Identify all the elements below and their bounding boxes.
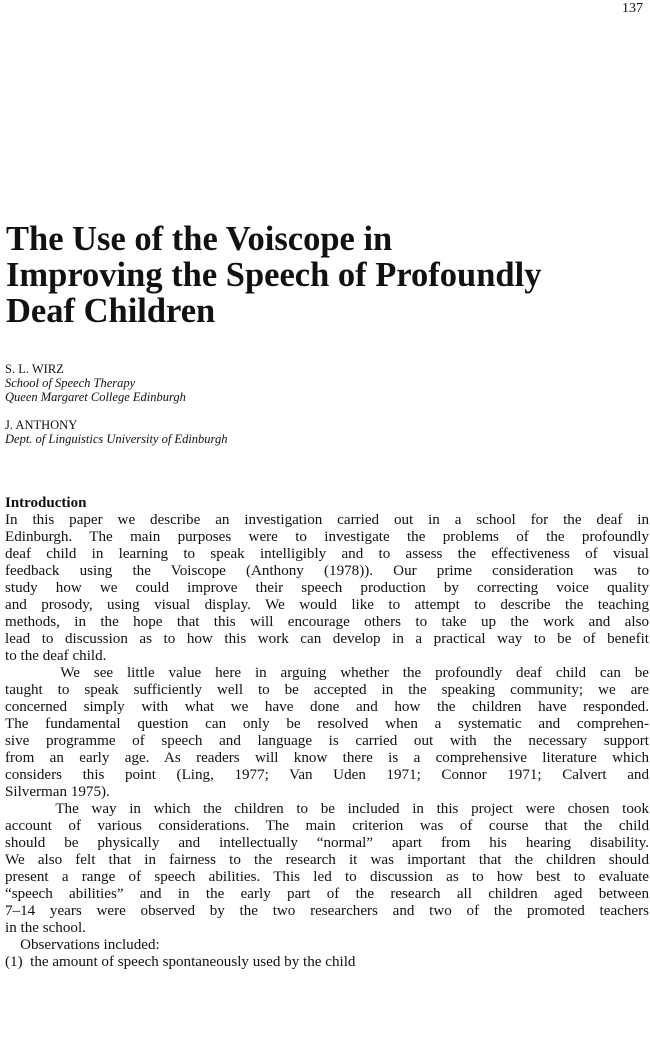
text-line: We see little value here in arguing whether the profoundly deaf child can be — [5, 665, 649, 681]
author-affiliation: Queen Margaret College Edinburgh — [5, 390, 186, 404]
author-name: J. ANTHONY — [5, 418, 78, 432]
text-line: The fundamental question can only be resolved when a systematic and comprehen- — [5, 716, 649, 732]
text-line: should be physically and intellectually “normal” apart from his hearing disability. — [5, 835, 649, 851]
text-line: 7–14 years were observed by the two researchers and two of the promoted teachers — [5, 903, 649, 919]
text-line: methods, in the hope that this will encourage others to take up the work and also — [5, 614, 649, 630]
title-line: Deaf Children — [6, 292, 216, 330]
author-affiliation: Dept. of Linguistics University of Edinburgh — [5, 432, 228, 446]
text-line: present a range of speech abilities. This led to discussion as to how best to evaluate — [5, 869, 649, 885]
author-name: S. L. WIRZ — [5, 362, 64, 376]
text-line: Silverman 1975). — [5, 784, 110, 800]
observation-item: (1) the amount of speech spontaneously used by the child — [5, 954, 356, 970]
text-line: in the school. — [5, 920, 86, 936]
paragraph — [5, 512, 650, 665]
text-line: In this paper we describe an investigation carried out in a school for the deaf in — [5, 512, 649, 528]
author-list — [5, 362, 645, 460]
author-block — [5, 418, 645, 446]
text-line: concerned simply with what we have done and how the children have responded. — [5, 699, 649, 715]
page-number: 137 — [622, 1, 643, 16]
text-line: sive programme of speech and language is carried out with the necessary support — [5, 733, 649, 749]
text-line: lead to discussion as to how this work can develop in a practical way to be of benefit — [5, 631, 649, 647]
text-line: from an early age. As readers will know there is a comprehensive literature which — [5, 750, 649, 766]
text-line: to the deaf child. — [5, 648, 107, 664]
text-line: taught to speak sufficiently well to be accepted in the speaking community; we are — [5, 682, 649, 698]
text-line: Edinburgh. The main purposes were to investigate the problems of the profoundly — [5, 529, 649, 545]
text-line: account of various considerations. The main criterion was of course that the child — [5, 818, 649, 834]
title-line: Improving the Speech of Profoundly — [6, 256, 542, 294]
text-line: “speech abilities” and in the early part of the research all children aged between — [5, 886, 649, 902]
text-line: deaf child in learning to speak intelligibly and to assess the effectiveness of visual — [5, 546, 649, 562]
section-heading: Introduction — [5, 495, 87, 511]
text-line: The way in which the children to be included in this project were chosen took — [5, 801, 649, 817]
text-line: study how we could improve their speech production by correcting voice quality — [5, 580, 649, 596]
text-line: and prosody, using visual display. We would like to attempt to describe the teaching — [5, 597, 649, 613]
author-affiliation: School of Speech Therapy — [5, 376, 136, 390]
article-title — [6, 221, 646, 329]
paragraph — [5, 801, 650, 937]
observations-intro: Observations included: — [5, 937, 160, 953]
paragraph — [5, 665, 650, 801]
text-line: considers this point (Ling, 1977; Van Uden 1971; Connor 1971; Calvert and — [5, 767, 649, 783]
text-line: We also felt that in fairness to the research it was important that the children should — [5, 852, 649, 868]
author-block — [5, 362, 645, 404]
text-line: feedback using the Voiscope (Anthony (1978)). Our prime consideration was to — [5, 563, 649, 579]
article-body — [5, 495, 650, 971]
title-line: The Use of the Voiscope in — [6, 220, 393, 258]
